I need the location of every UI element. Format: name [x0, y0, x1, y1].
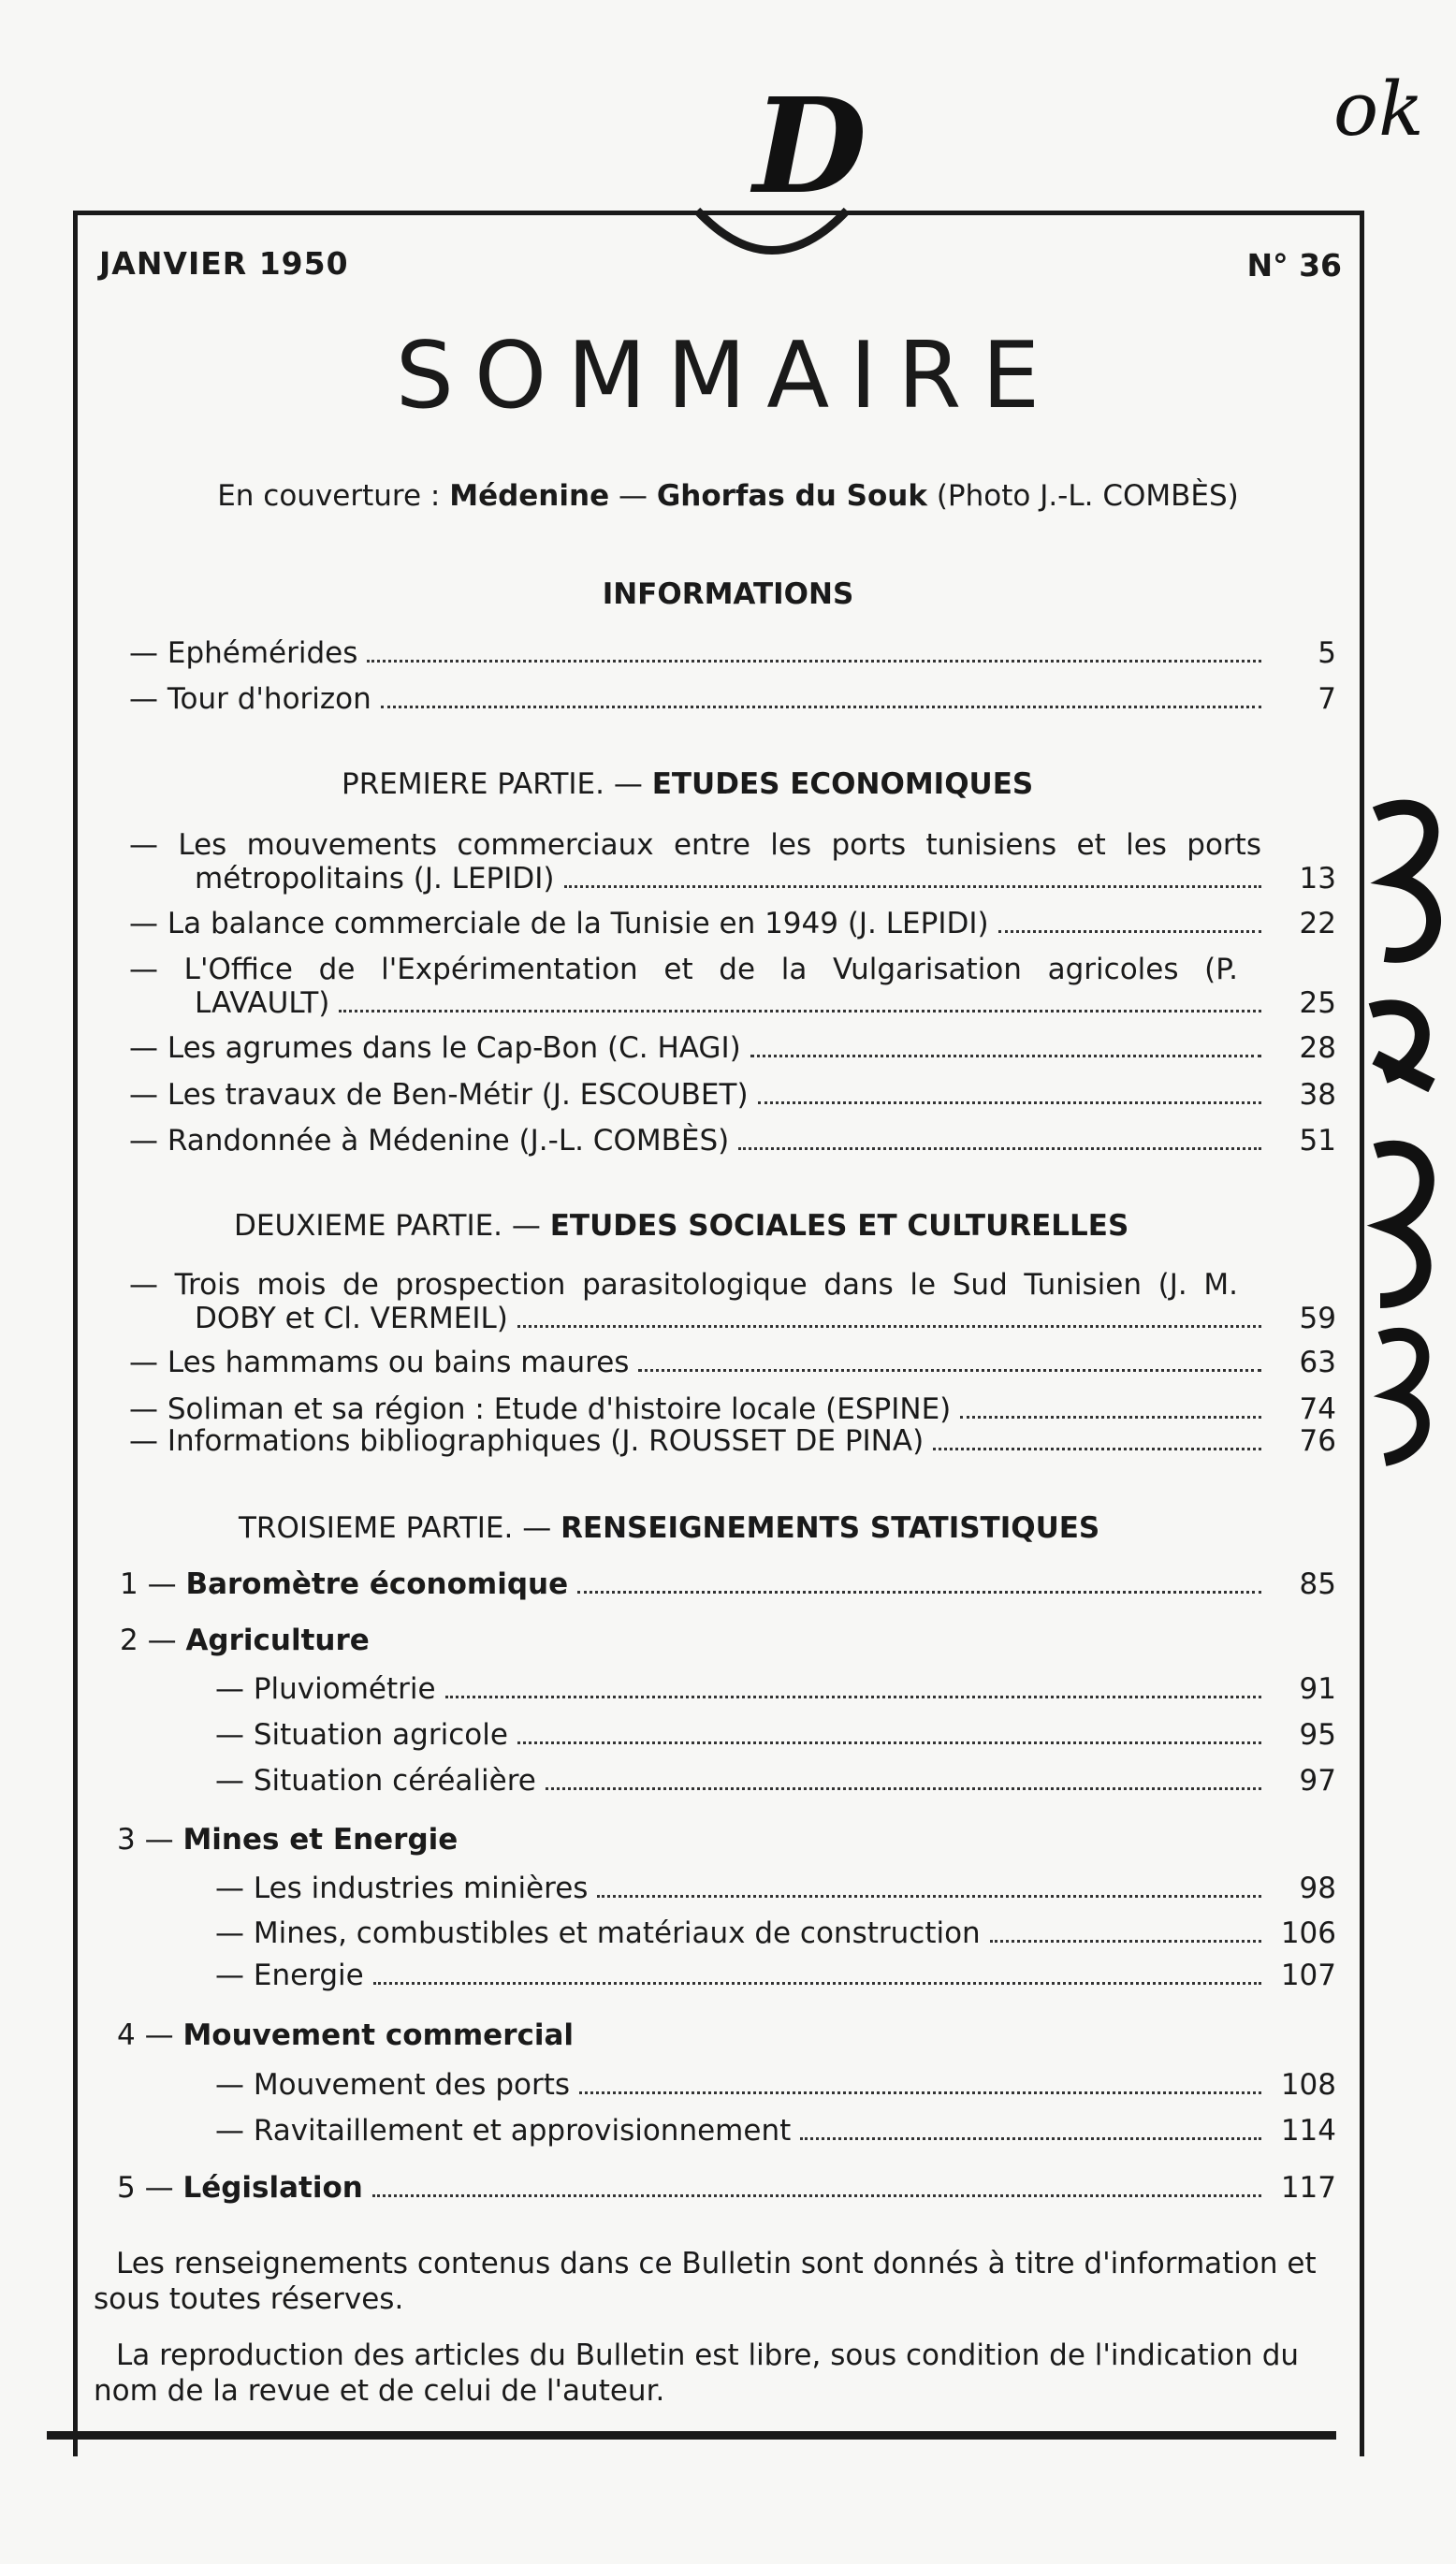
toc-section: 5 — Législation 117 [117, 2171, 1336, 2205]
toc-entry: — Mines, combustibles et matériaux de construction 106 [215, 1916, 1336, 1950]
toc-entry: — Les industries minières 98 [215, 1872, 1336, 1905]
toc-entry: — L'Office de l'Expérimentation et de la Vulgarisation agricoles (P. LAVAULT) 25 [129, 953, 1336, 1020]
issue-number: N° 36 [1246, 247, 1342, 284]
cover-prefix: En couverture : [217, 479, 441, 513]
page-number: 95 [1299, 1718, 1336, 1752]
toc-entry: — Les mouvements commerciaux entre les ports tunisiens et les ports métropolitains (J. LEPIDI) 13 [129, 828, 1336, 896]
toc-section: 3 — Mines et Energie [117, 1823, 459, 1857]
bottom-rule [47, 2431, 1336, 2440]
toc-entry: — Les agrumes dans le Cap-Bon (C. HAGI) 28 [129, 1031, 1336, 1065]
toc-entry: — Informations bibliographiques (J. ROUSSET DE PINA) 76 [129, 1424, 1336, 1458]
page-title: SOMMAIRE [395, 323, 1061, 430]
toc-entry: — Les hammams ou bains maures 63 [129, 1346, 1336, 1379]
toc-entry: — Ephémérides 5 [129, 636, 1336, 670]
toc-section: 4 — Mouvement commercial [117, 2018, 575, 2052]
informations-heading: INFORMATIONS [602, 577, 854, 611]
page-number: 91 [1299, 1672, 1336, 1706]
cover-subject: Ghorfas du Souk [656, 479, 927, 513]
toc-entry: — La balance commerciale de la Tunisie en 1949 (J. LEPIDI) 22 [129, 907, 1336, 940]
toc-entry: — Energie 107 [215, 1959, 1336, 1992]
page-number: 59 [1299, 1302, 1336, 1335]
toc-entry: — Situation céréalière 97 [215, 1764, 1336, 1798]
page-number: 98 [1299, 1872, 1336, 1905]
page-number: 22 [1299, 907, 1336, 940]
toc-entry: — Randonnée à Médenine (J.-L. COMBÈS) 51 [129, 1124, 1336, 1158]
issue-date: JANVIER 1950 [99, 245, 349, 282]
page-number: 108 [1280, 2068, 1336, 2102]
page-number: 97 [1299, 1764, 1336, 1798]
cover-place: Médenine [449, 479, 610, 513]
page-number: 28 [1299, 1031, 1336, 1065]
page-number: 25 [1299, 986, 1336, 1020]
handwritten-d: D [753, 70, 867, 224]
toc-entry: — Mouvement des ports 108 [215, 2068, 1336, 2102]
toc-entry: — Ravitaillement et approvisionnement 114 [215, 2114, 1336, 2148]
part3-heading: TROISIEME PARTIE. — RENSEIGNEMENTS STATISTIQUES [239, 1511, 1100, 1545]
page-number: 106 [1280, 1916, 1336, 1950]
toc-entry: — Les travaux de Ben-Métir (J. ESCOUBET) 38 [129, 1078, 1336, 1112]
page-number: 114 [1280, 2114, 1336, 2148]
page-number: 38 [1299, 1078, 1336, 1112]
cover-credit: (Photo J.-L. COMBÈS) [936, 479, 1239, 513]
page-number: 5 [1318, 636, 1336, 670]
page-number: 51 [1299, 1124, 1336, 1158]
toc-entry: — Trois mois de prospection parasitologique dans le Sud Tunisien (J. M. DOBY et Cl. VERMEIL) 59 [129, 1268, 1336, 1335]
cover-caption [0, 479, 1456, 513]
toc-entry: — Soliman et sa région : Etude d'histoire locale (ESPINE) 74 [129, 1392, 1336, 1426]
margin-scribbles [1357, 777, 1455, 1488]
toc-entry: — Situation agricole 95 [215, 1718, 1336, 1752]
toc-entry: — Tour d'horizon 7 [129, 682, 1336, 716]
page-number: 13 [1299, 862, 1336, 896]
page-number: 74 [1299, 1392, 1336, 1426]
cover-dash: — [618, 479, 648, 513]
page-number: 7 [1318, 682, 1336, 716]
disclaimer-note: Les renseignements contenus dans ce Bulletin sont donnés à titre d'information et sous toutes réserves. [94, 2247, 1317, 2316]
toc-section: 2 — Agriculture [120, 1624, 370, 1657]
page-number: 63 [1299, 1346, 1336, 1379]
reproduction-note: La reproduction des articles du Bulletin est libre, sous condition de l'indication du nom de la revue et de celui de l'auteur. [94, 2338, 1300, 2408]
toc-entry: — Pluviométrie 91 [215, 1672, 1336, 1706]
part1-heading: PREMIERE PARTIE. — ETUDES ECONOMIQUES [342, 767, 1034, 801]
page-number: 76 [1299, 1424, 1336, 1458]
page-number: 85 [1299, 1567, 1336, 1601]
page-number: 117 [1280, 2171, 1336, 2205]
toc-section: 1 — Baromètre économique 85 [120, 1567, 1336, 1601]
part2-heading: DEUXIEME PARTIE. — ETUDES SOCIALES ET CULTURELLES [234, 1209, 1129, 1243]
page-number: 107 [1280, 1959, 1336, 1992]
handwritten-ok: ok [1333, 66, 1424, 153]
